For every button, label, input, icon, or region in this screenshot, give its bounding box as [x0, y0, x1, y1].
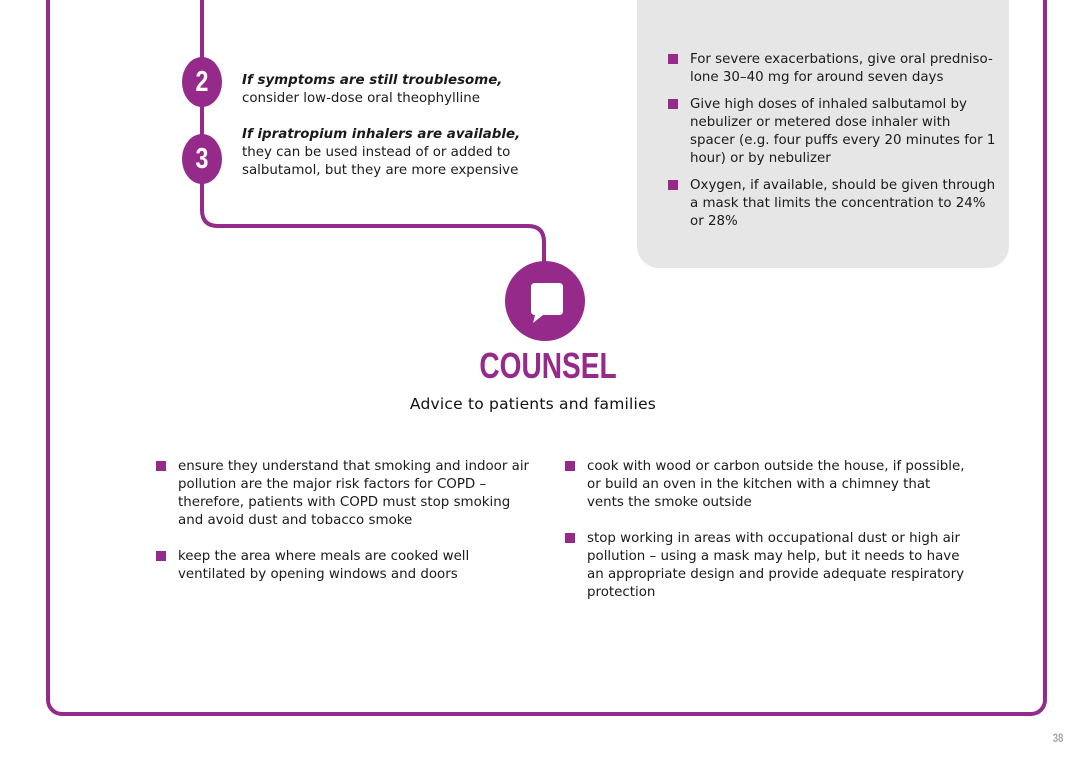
step-3-lead: If ipratropium inhalers are available,: [242, 127, 521, 142]
step-3-body: they can be used instead of or added to salbutamol, but they are more expensive: [242, 145, 519, 178]
section-subtitle: Advice to patients and families: [409, 395, 657, 413]
bullet-square-icon: [565, 461, 575, 471]
list-item: cook with wood or carbon outside the house, if possible, or build an oven in the kitchen with a chimney that vents the smoke outside: [565, 458, 965, 512]
step-2-lead: If symptoms are still troublesome,: [242, 73, 503, 88]
step-number-3: 3: [182, 134, 222, 184]
bullet-square-icon: [156, 551, 166, 561]
step-2-body: consider low-dose oral theophylline: [242, 91, 480, 106]
list-item: For severe exacerbations, give oral predniso-lone 30–40 mg for around seven days: [668, 51, 998, 87]
bullet-square-icon: [668, 180, 678, 190]
step-3-text: [242, 126, 532, 180]
speech-bubble-icon: [505, 261, 585, 341]
list-item: Give high doses of inhaled salbutamol by nebulizer or metered dose inhaler with spacer (e.g. four puffs every 20 minutes for 1 hour) or by nebulizer: [668, 96, 998, 168]
step-2-text: [242, 72, 532, 108]
bullet-square-icon: [668, 54, 678, 64]
counsel-list-right: [565, 458, 965, 620]
bullet-square-icon: [565, 533, 575, 543]
list-item: ensure they understand that smoking and indoor air pollution are the major risk factors for COPD – therefore, patients with COPD must stop smoking and avoid dust and tobacco smoke: [156, 458, 536, 530]
bullet-square-icon: [156, 461, 166, 471]
list-item: Oxygen, if available, should be given through a mask that limits the concentration to 24% or 28%: [668, 177, 998, 231]
exacerbation-list: [668, 51, 998, 240]
list-item: keep the area where meals are cooked well ventilated by opening windows and doors: [156, 548, 536, 584]
counsel-list-left: [156, 458, 536, 602]
bullet-square-icon: [668, 99, 678, 109]
section-title: COUNSEL: [479, 345, 617, 386]
counsel-badge: [505, 261, 585, 341]
page-number: 38: [1052, 731, 1064, 745]
step-number-2: 2: [182, 57, 222, 107]
list-item: stop working in areas with occupational dust or high air pollution – using a mask may help, but it needs to have an appropriate design and provide adequate respiratory protection: [565, 530, 965, 602]
